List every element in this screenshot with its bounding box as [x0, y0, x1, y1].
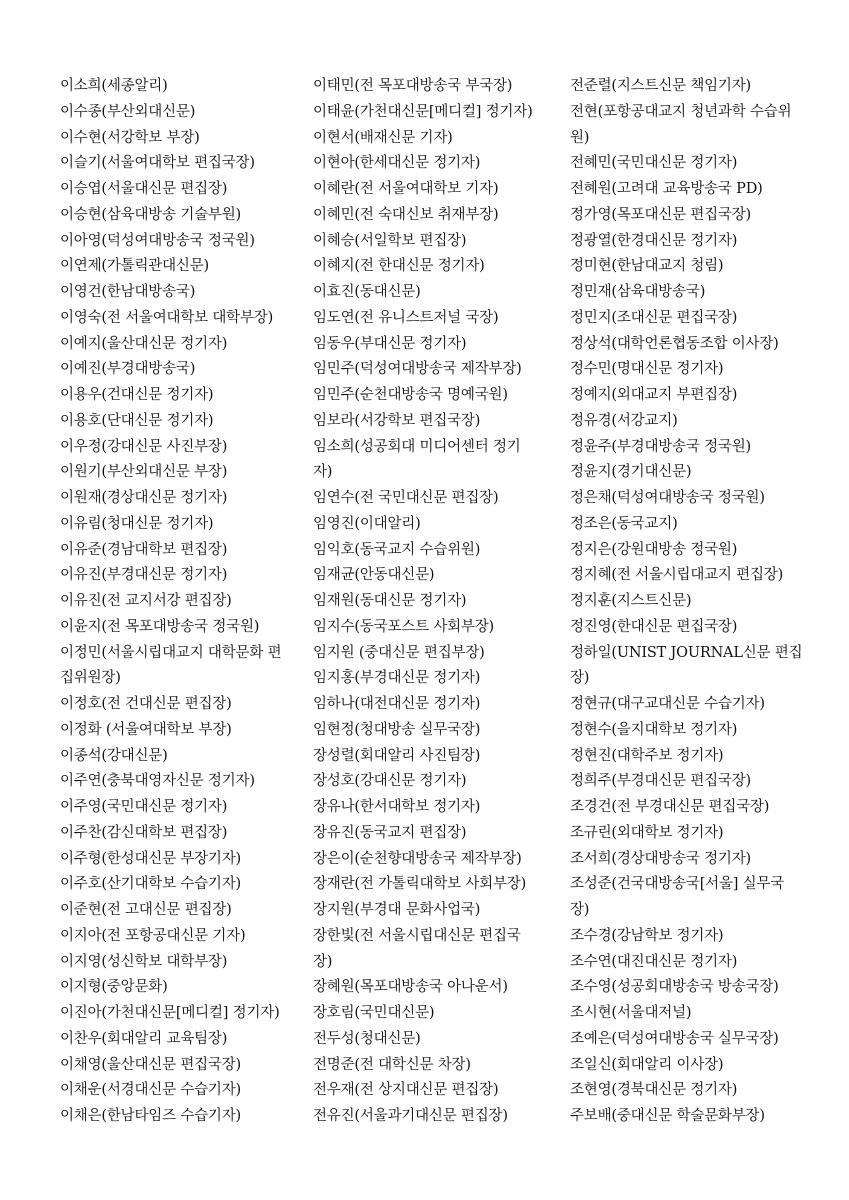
list-item: 임현정(청대방송 실무국장)	[313, 721, 481, 738]
list-item: 장성렬(회대알리 사진팀장)	[313, 747, 481, 764]
list-item: 전준렬(지스트신문 책임기자)	[570, 78, 752, 94]
list-item: 이지영(성신학보 대학부장)	[60, 953, 228, 970]
list-item: 이채영(울산대신문 편집국장)	[60, 1056, 242, 1073]
list-item: 임동우(부대신문 정기자)	[313, 335, 467, 352]
list-item: 이연제(가톨릭관대신문)	[60, 258, 209, 275]
list-item: 이효진(동대신문)	[313, 284, 421, 300]
list-item: 이찬우(회대알리 교육팀장)	[60, 1030, 228, 1047]
list-item: 이슬기(서울여대학보 편집국장)	[60, 155, 255, 172]
list-item: 이지형(중앙문화)	[60, 979, 168, 996]
list-item: 이주찬(감신대학보 편집장)	[60, 824, 228, 841]
list-item: 이현아(한세대신문 정기자)	[313, 155, 481, 172]
list-item: 정예지(외대교지 부편집장)	[570, 387, 738, 403]
list-item: 장재란(전 가톨릭대학보 사회부장)	[313, 876, 527, 893]
list-item: 이영건(한남대방송국)	[60, 284, 196, 300]
list-item: 정지은(강원대방송 정국원)	[570, 541, 738, 558]
list-item: 이혜지(전 한대신문 정기자)	[313, 258, 485, 275]
list-item: 주보배(중대신문 학술문화부장)	[570, 1108, 765, 1124]
list-item: 장)	[570, 670, 590, 687]
list-item: 이주형(한성대신문 부장기자)	[60, 850, 242, 867]
list-item: 이정화 (서울여대학보 부장)	[60, 721, 232, 738]
list-item: 조예은(덕성여대방송국 실무국장)	[570, 1030, 779, 1047]
list-item: 조수영(성공회대방송국 방송국장)	[570, 979, 779, 996]
list-item: 이준현(전 고대신문 편집장)	[60, 902, 232, 918]
list-item: 정민지(조대신문 편집국장)	[570, 309, 738, 326]
list-item: 임익호(동국교지 수습위원)	[313, 541, 481, 558]
list-item: 임도연(전 유니스트저널 국장)	[313, 309, 499, 326]
list-item: 이유진(전 교지서강 편집장)	[60, 593, 232, 609]
list-item: 이채운(서경대신문 수습기자)	[60, 1082, 242, 1099]
list-item: 전두성(청대신문)	[313, 1030, 421, 1047]
list-item: 이수현(서강학보 부장)	[60, 129, 200, 146]
list-item: 이우정(강대신문 사진부장)	[60, 438, 228, 455]
list-item: 이정호(전 건대신문 편집장)	[60, 696, 232, 712]
list-item: 장성호(강대신문 정기자)	[313, 773, 467, 790]
list-item: 장유진(동국교지 편집장)	[313, 824, 467, 841]
list-item: 이태민(전 목포대방송국 부국장)	[313, 78, 513, 94]
list-item: 조서희(경상대방송국 정기자)	[570, 850, 752, 867]
list-item: 임지홍(부경대신문 정기자)	[313, 670, 481, 687]
list-item: 장은이(순천향대방송국 제작부장)	[313, 850, 522, 867]
list-item: 정수민(명대신문 정기자)	[570, 361, 724, 378]
list-item: 장유나(한서대학보 정기자)	[313, 799, 481, 815]
list-item: 전명준(전 대학신문 차장)	[313, 1056, 471, 1073]
list-item: 이주호(산기대학보 수습기자)	[60, 876, 242, 893]
list-item: 임소희(성공회대 미디어센터 정기	[313, 438, 521, 455]
list-item: 전혜원(고려대 교육방송국 PD)	[570, 181, 763, 197]
list-item: 정현진(대학주보 정기자)	[570, 747, 724, 764]
list-item: 정광열(한경대신문 정기자)	[570, 232, 738, 249]
list-item: 전현(포항공대교지 청년과학 수습위	[570, 103, 792, 120]
list-item: 정미현(한남대교지 청림)	[570, 258, 724, 275]
list-item: 임재균(안동대신문)	[313, 567, 435, 584]
list-item: 이소희(세종알리)	[60, 78, 168, 94]
list-item: 정윤지(경기대신문)	[570, 464, 692, 481]
list-item: 임지수(동국포스트 사회부장)	[313, 618, 495, 635]
list-item: 정지혜(전 서울시립대교지 편집장)	[570, 567, 784, 584]
list-item: 정현수(을지대학보 정기자)	[570, 721, 738, 738]
name-column-3	[570, 74, 803, 1130]
list-item: 조경건(전 부경대신문 편집국장)	[570, 799, 770, 815]
list-item: 임재원(동대신문 정기자)	[313, 593, 467, 609]
list-item: 정유경(서강교지)	[570, 412, 678, 429]
list-item: 임민주(덕성여대방송국 제작부장)	[313, 361, 522, 378]
name-column-1	[60, 74, 288, 1130]
list-item: 이용호(단대신문 정기자)	[60, 412, 214, 429]
list-item: 자)	[313, 464, 333, 481]
list-item: 정윤주(부경대방송국 정국원)	[570, 438, 752, 455]
list-item: 이주영(국민대신문 정기자)	[60, 799, 228, 815]
list-item: 이영숙(전 서울여대학보 대학부장)	[60, 309, 274, 326]
list-item: 이혜란(전 서울여대학보 기자)	[313, 181, 499, 197]
list-item: 이혜민(전 숙대신보 취재부장)	[313, 206, 499, 223]
list-item: 이지아(전 포항공대신문 기자)	[60, 927, 246, 944]
list-item: 임보라(서강학보 편집국장)	[313, 412, 481, 429]
list-item: 정조은(동국교지)	[570, 515, 678, 532]
list-item: 전혜민(국민대신문 정기자)	[570, 155, 738, 172]
list-item: 조수연(대진대신문 정기자)	[570, 953, 738, 970]
list-item: 정진영(한대신문 편집국장)	[570, 618, 738, 635]
list-item: 이태윤(가천대신문[메디컬] 정기자)	[313, 103, 533, 120]
list-item: 장)	[313, 953, 333, 970]
list-item: 조시현(서울대저널)	[570, 1005, 692, 1021]
list-item: 정상석(대학언론협동조합 이사장)	[570, 335, 779, 352]
list-item: 정현규(대구교대신문 수습기자)	[570, 696, 765, 712]
list-item: 이승엽(서울대신문 편집장)	[60, 181, 228, 197]
list-item: 정가영(목포대신문 편집국장)	[570, 206, 752, 223]
list-item: 조일신(회대알리 이사장)	[570, 1056, 724, 1073]
list-item: 장혜원(목포대방송국 아나운서)	[313, 979, 508, 996]
list-item: 조현영(경북대신문 정기자)	[570, 1082, 738, 1099]
list-item: 집위원장)	[60, 670, 121, 687]
list-item: 이예지(울산대신문 정기자)	[60, 335, 228, 352]
list-item: 장호림(국민대신문)	[313, 1005, 435, 1021]
list-item: 이유림(청대신문 정기자)	[60, 515, 214, 532]
list-item: 이용우(건대신문 정기자)	[60, 387, 214, 403]
list-item: 장)	[570, 902, 590, 918]
list-item: 이예진(부경대방송국)	[60, 361, 196, 378]
list-item: 이원기(부산외대신문 부장)	[60, 464, 228, 481]
list-item: 전우재(전 상지대신문 편집장)	[313, 1082, 499, 1099]
list-item: 조수경(강남학보 정기자)	[570, 927, 724, 944]
name-column-2	[313, 74, 541, 1130]
list-item: 이현서(배재신문 기자)	[313, 129, 453, 146]
list-item: 이채은(한남타임즈 수습기자)	[60, 1108, 242, 1124]
list-item: 이원재(경상대신문 정기자)	[60, 490, 228, 506]
list-item: 이주연(충북대영자신문 정기자)	[60, 773, 255, 790]
list-item: 이정민(서울시립대교지 대학문화 편	[60, 644, 282, 661]
list-item: 조성준(건국대방송국[서울] 실무국	[570, 876, 785, 893]
list-item: 이승현(삼육대방송 기술부원)	[60, 206, 242, 223]
list-item: 이유진(부경대신문 정기자)	[60, 567, 228, 584]
list-item: 이혜승(서일학보 편집장)	[313, 232, 467, 249]
list-item: 전유진(서울과기대신문 편집장)	[313, 1108, 508, 1124]
list-item: 이수종(부산외대신문)	[60, 103, 196, 120]
list-item: 이종석(강대신문)	[60, 747, 168, 764]
list-item: 이윤지(전 목포대방송국 정국원)	[60, 618, 260, 635]
list-item: 이진아(가천대신문[메디컬] 정기자)	[60, 1005, 280, 1021]
list-item: 장지원(부경대 문화사업국)	[313, 902, 481, 918]
list-item: 정민재(삼육대방송국)	[570, 284, 706, 300]
list-item: 임민주(순천대방송국 명예국원)	[313, 387, 508, 403]
list-item: 정지훈(지스트신문)	[570, 593, 692, 609]
list-item: 정하일(UNIST JOURNAL신문 편집	[570, 644, 803, 661]
list-item: 정희주(부경대신문 편집국장)	[570, 773, 752, 790]
list-item: 장한빛(전 서울시립대신문 편집국	[313, 927, 521, 944]
list-item: 원)	[570, 129, 590, 146]
list-item: 이유준(경남대학보 편집장)	[60, 541, 228, 558]
list-item: 임지원 (중대신문 편집부장)	[313, 644, 485, 661]
list-item: 임연수(전 국민대신문 편집장)	[313, 490, 499, 506]
list-item: 임영진(이대알리)	[313, 515, 421, 532]
list-item: 임하나(대전대신문 정기자)	[313, 696, 481, 712]
list-item: 조규린(외대학보 정기자)	[570, 824, 724, 841]
list-item: 정은채(덕성여대방송국 정국원)	[570, 490, 765, 506]
list-item: 이아영(덕성여대방송국 정국원)	[60, 232, 255, 249]
